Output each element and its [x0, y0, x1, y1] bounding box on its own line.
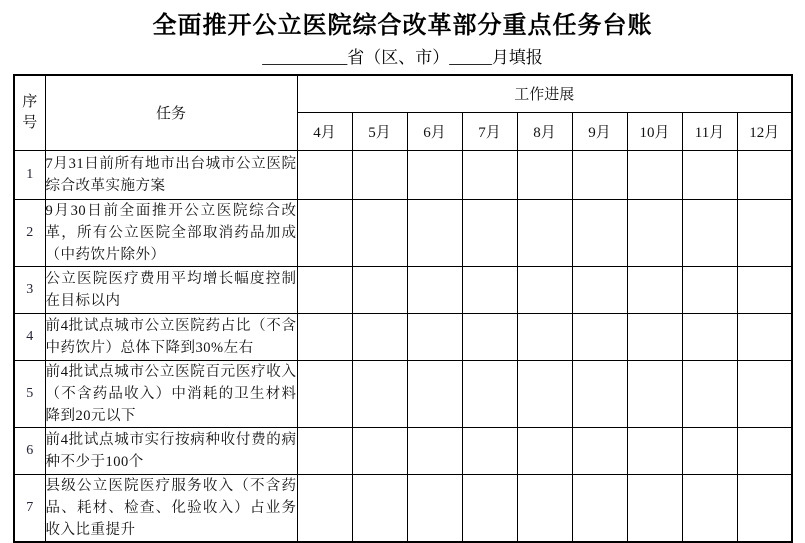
header-month-jul: 7月 [462, 112, 517, 150]
progress-cell[interactable] [737, 313, 792, 360]
progress-cell[interactable] [572, 360, 627, 427]
progress-cell[interactable] [407, 266, 462, 313]
header-month-sep: 9月 [572, 112, 627, 150]
progress-cell[interactable] [297, 360, 352, 427]
header-month-jun: 6月 [407, 112, 462, 150]
header-month-aug: 8月 [517, 112, 572, 150]
task-text: 7月31日前所有地市出台城市公立医院综合改革实施方案 [45, 150, 297, 199]
header-progress: 工作进展 [297, 75, 792, 112]
progress-cell[interactable] [737, 427, 792, 474]
progress-cell[interactable] [572, 474, 627, 542]
table-row [14, 427, 792, 474]
header-month-nov: 11月 [682, 112, 737, 150]
progress-cell[interactable] [627, 199, 682, 266]
progress-cell[interactable] [352, 313, 407, 360]
progress-cell[interactable] [352, 199, 407, 266]
table-row [14, 474, 792, 542]
province-label: 省（区、市） [347, 48, 450, 67]
progress-cell[interactable] [682, 474, 737, 542]
progress-cell[interactable] [352, 427, 407, 474]
progress-cell[interactable] [352, 474, 407, 542]
progress-cell[interactable] [462, 199, 517, 266]
progress-cell[interactable] [627, 266, 682, 313]
progress-cell[interactable] [572, 427, 627, 474]
progress-cell[interactable] [517, 266, 572, 313]
row-index: 1 [14, 150, 45, 199]
progress-cell[interactable] [297, 150, 352, 199]
progress-cell[interactable] [682, 199, 737, 266]
row-index: 2 [14, 199, 45, 266]
task-text: 9月30日前全面推开公立医院综合改革，所有公立医院全部取消药品加成（中药饮片除外） [45, 199, 297, 266]
progress-cell[interactable] [682, 427, 737, 474]
progress-cell[interactable] [572, 266, 627, 313]
progress-cell[interactable] [462, 313, 517, 360]
progress-cell[interactable] [297, 427, 352, 474]
table-row [14, 266, 792, 313]
progress-cell[interactable] [352, 266, 407, 313]
progress-cell[interactable] [737, 474, 792, 542]
task-text: 前4批试点城市实行按病种收付费的病种不少于100个 [45, 427, 297, 474]
progress-cell[interactable] [627, 150, 682, 199]
table-row [14, 313, 792, 360]
row-index: 5 [14, 360, 45, 427]
header-month-apr: 4月 [297, 112, 352, 150]
progress-cell[interactable] [407, 150, 462, 199]
header-month-oct: 10月 [627, 112, 682, 150]
progress-cell[interactable] [627, 360, 682, 427]
task-text: 前4批试点城市公立医院药占比（不含中药饮片）总体下降到30%左右 [45, 313, 297, 360]
progress-cell[interactable] [517, 360, 572, 427]
header-month-may: 5月 [352, 112, 407, 150]
progress-cell[interactable] [462, 266, 517, 313]
progress-cell[interactable] [517, 313, 572, 360]
task-text: 前4批试点城市公立医院百元医疗收入（不含药品收入）中消耗的卫生材料降到20元以下 [45, 360, 297, 427]
header-task: 任务 [45, 75, 297, 150]
progress-cell[interactable] [407, 313, 462, 360]
progress-cell[interactable] [737, 360, 792, 427]
table-row [14, 150, 792, 199]
row-index: 3 [14, 266, 45, 313]
progress-cell[interactable] [572, 313, 627, 360]
row-index: 4 [14, 313, 45, 360]
progress-cell[interactable] [517, 150, 572, 199]
progress-cell[interactable] [627, 313, 682, 360]
progress-cell[interactable] [462, 150, 517, 199]
progress-cell[interactable] [682, 266, 737, 313]
progress-cell[interactable] [682, 360, 737, 427]
progress-cell[interactable] [462, 474, 517, 542]
progress-cell[interactable] [462, 360, 517, 427]
progress-cell[interactable] [682, 150, 737, 199]
progress-cell[interactable] [627, 474, 682, 542]
progress-cell[interactable] [572, 199, 627, 266]
header-index: 序号 [14, 75, 45, 150]
table-row [14, 360, 792, 427]
progress-cell[interactable] [517, 199, 572, 266]
progress-cell[interactable] [352, 360, 407, 427]
progress-cell[interactable] [737, 199, 792, 266]
page-title: 全面推开公立医院综合改革部分重点任务台账 [152, 13, 653, 39]
progress-cell[interactable] [297, 313, 352, 360]
task-text: 县级公立医院医疗服务收入（不含药品、耗材、检查、化验收入）占业务收入比重提升 [45, 474, 297, 542]
progress-cell[interactable] [407, 427, 462, 474]
progress-cell[interactable] [407, 474, 462, 542]
progress-cell[interactable] [737, 266, 792, 313]
progress-cell[interactable] [517, 427, 572, 474]
progress-cell[interactable] [572, 150, 627, 199]
task-text: 公立医院医疗费用平均增长幅度控制在目标以内 [45, 266, 297, 313]
province-blank-field[interactable]: __________ [262, 48, 348, 67]
progress-cell[interactable] [297, 199, 352, 266]
progress-cell[interactable] [407, 360, 462, 427]
ledger-table [13, 74, 793, 543]
row-index: 6 [14, 427, 45, 474]
subtitle [13, 48, 792, 68]
row-index: 7 [14, 474, 45, 542]
progress-cell[interactable] [352, 150, 407, 199]
table-row [14, 199, 792, 266]
month-blank-field[interactable]: _____ [449, 48, 492, 67]
month-label: 月填报 [491, 48, 543, 67]
progress-cell[interactable] [682, 313, 737, 360]
progress-cell[interactable] [407, 199, 462, 266]
progress-cell[interactable] [297, 266, 352, 313]
progress-cell[interactable] [517, 474, 572, 542]
progress-cell[interactable] [297, 474, 352, 542]
progress-cell[interactable] [737, 150, 792, 199]
progress-cell[interactable] [627, 427, 682, 474]
progress-cell[interactable] [462, 427, 517, 474]
header-month-dec: 12月 [737, 112, 792, 150]
